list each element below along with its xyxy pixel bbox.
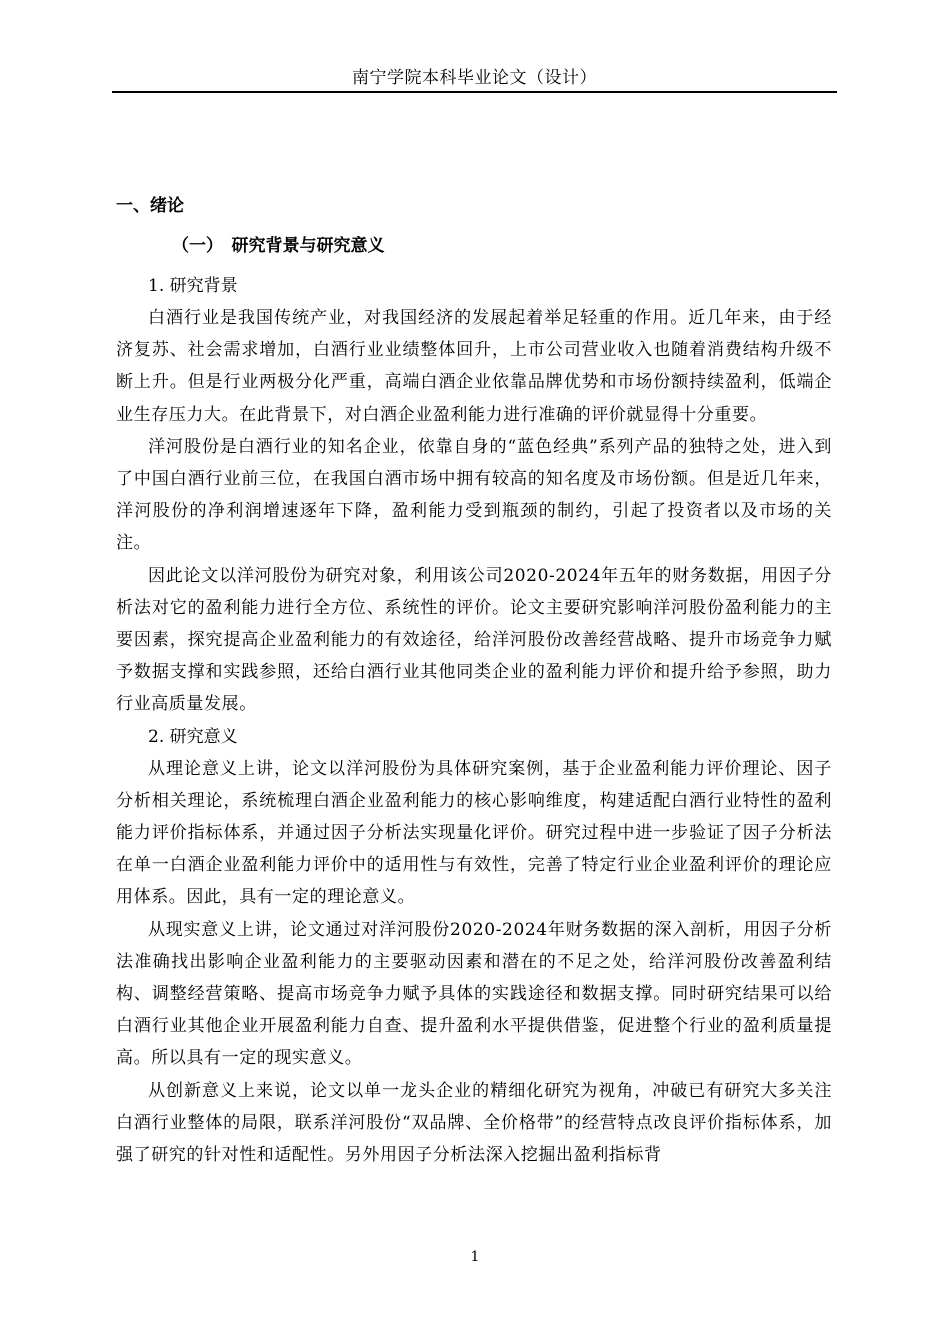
page-number: 1 (470, 1249, 480, 1265)
section-heading: （一） 研究背景与研究意义 (172, 236, 385, 256)
paragraph: 从现实意义上讲，论文通过对洋河股份2020-2024年财务数据的深入剖析，用因子分析法准确找出影响企业盈利能力的主要驱动因素和潜在的不足之处，给洋河股份改善盈利结构、调整经营策略、提高市场竞争力赋予具体的实践途径和数据支撑。同时研究结果可以给白酒行业其他企业开展盈利能力自查、提升盈利水平提供借鉴，促进整个行业的盈利质量提高。所以具有一定的现实意义。 (116, 919, 832, 1069)
running-header: 南宁学院本科毕业论文（设计） (352, 68, 597, 88)
header-rule (112, 91, 837, 93)
paragraph: 洋河股份是白酒行业的知名企业，依靠自身的“蓝色经典”系列产品的独特之处，进入到了中国白酒行业前三位，在我国白酒市场中拥有较高的知名度及市场份额。但是近几年来，洋河股份的净利润增速逐年下降，盈利能力受到瓶颈的制约，引起了投资者以及市场的关注。 (116, 436, 832, 554)
chapter-heading: 一、绪论 (116, 196, 184, 216)
subsection-heading-background: 1. 研究背景 (148, 276, 238, 296)
paragraph: 从创新意义上来说，论文以单一龙头企业的精细化研究为视角，冲破已有研究大多关注白酒行业整体的局限，联系洋河股份“双品牌、全价格带”的经营特点改良评价指标体系，加强了研究的针对性和适配性。另外用因子分析法深入挖掘出盈利指标背 (116, 1080, 832, 1166)
paragraph: 白酒行业是我国传统产业，对我国经济的发展起着举足轻重的作用。近几年来，由于经济复苏、社会需求增加，白酒行业业绩整体回升，上市公司营业收入也随着消费结构升级不断上升。但是行业两极分化严重，高端白酒企业依靠品牌优势和市场份额持续盈利，低端企业生存压力大。在此背景下，对白酒企业盈利能力进行准确的评价就显得十分重要。 (116, 308, 832, 425)
paragraph: 从理论意义上讲，论文以洋河股份为具体研究案例，基于企业盈利能力评价理论、因子分析相关理论，系统梳理白酒企业盈利能力的核心影响维度，构建适配白酒行业特性的盈利能力评价指标体系，并通过因子分析法实现量化评价。研究过程中进一步验证了因子分析法在单一白酒企业盈利能力评价中的适用性与有效性，完善了特定行业企业盈利评价的理论应用体系。因此，具有一定的理论意义。 (116, 758, 832, 908)
subsection-heading-significance: 2. 研究意义 (148, 726, 238, 747)
body-content (116, 190, 832, 1171)
paragraph: 因此论文以洋河股份为研究对象，利用该公司2020-2024年五年的财务数据，用因子分析法对它的盈利能力进行全方位、系统性的评价。论文主要研究影响洋河股份盈利能力的主要因素，探究提高企业盈利能力的有效途径，给洋河股份改善经营战略、提升市场竞争力赋予数据支撑和实践参照，还给白酒行业其他同类企业的盈利能力评价和提升给予参照，助力行业高质量发展。 (116, 565, 832, 715)
